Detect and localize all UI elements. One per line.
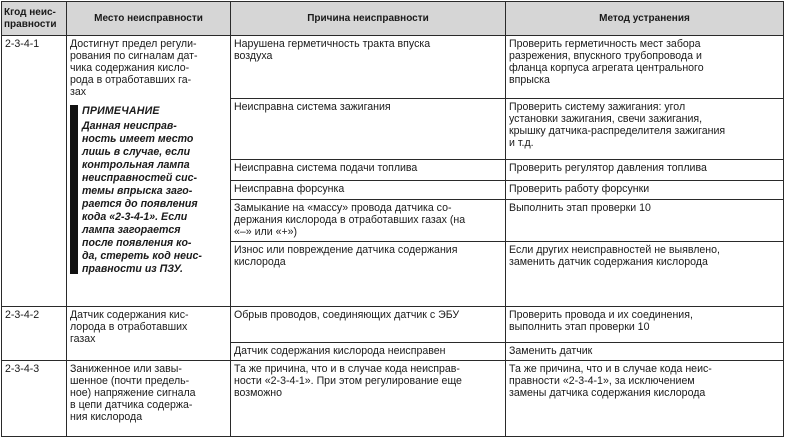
remedy-cell: Проверить систему зажигания: угол установки зажигания, свечи зажигания, крышку датчика-распределителя зажигания и т.д.	[506, 99, 784, 160]
cause-cell: Неисправна система зажигания	[231, 99, 506, 160]
cause-cell: Износ или повреждение датчика содержания кислорода	[231, 242, 506, 307]
remedy-cell: Та же причина, что и в случае кода неис- правности «2-3-4-1», за исключением замены датчика содержания кислорода	[506, 361, 784, 437]
remedy-cell: Проверить работу форсунки	[506, 181, 784, 200]
cause-cell: Неисправна система подачи топлива	[231, 160, 506, 181]
table-row	[2, 307, 784, 343]
fault-code: 2-3-4-1	[2, 36, 67, 307]
note-text: Данная неисправ- ность имеет место лишь в случае, если контрольная лампа неисправностей сис- темы впрыска заго- рается до появления кода «2-3-4-1». Если лампа загорается после появления ко- да, стереть код неис- правности из ПЗУ.	[82, 120, 202, 275]
header-place: Место неисправности	[67, 2, 231, 36]
header-code: Кгод неис- правности	[2, 2, 67, 36]
fault-code: 2-3-4-3	[2, 361, 67, 437]
remedy-cell: Проверить провода и их соединения, выполнить этап проверки 10	[506, 307, 784, 343]
remedy-cell: Выполнить этап проверки 10	[506, 200, 784, 242]
remedy-cell: Заменить датчик	[506, 343, 784, 361]
header-remedy: Метод устранения	[506, 2, 784, 36]
note-block	[70, 105, 227, 276]
fault-place: Заниженное или завы- шенное (почти предель- ное) напряжение сигнала в цепи датчика содержа- ния кислорода	[67, 361, 231, 437]
cause-cell: Обрыв проводов, соединяющих датчик с ЭБУ	[231, 307, 506, 343]
table-header-row	[2, 2, 784, 36]
remedy-cell: Проверить регулятор давления топлива	[506, 160, 784, 181]
header-cause: Причина неисправности	[231, 2, 506, 36]
cause-cell: Замыкание на «массу» провода датчика со- держания кислорода в отработавших газах (на «–» или «+»)	[231, 200, 506, 242]
fault-place: Достигнут предел регули- рования по сигналам дат- чика содержания кисло- рода в отработавших га- зах	[70, 38, 198, 98]
fault-place-cell	[67, 36, 231, 307]
cause-cell: Нарушена герметичность тракта впуска воздуха	[231, 36, 506, 99]
note-bar	[70, 105, 78, 274]
note-title: ПРИМЕЧАНИЕ	[82, 105, 160, 117]
cause-cell: Неисправна форсунка	[231, 181, 506, 200]
fault-code: 2-3-4-2	[2, 307, 67, 361]
remedy-cell: Если других неисправностей не выявлено, заменить датчик содержания кислорода	[506, 242, 784, 307]
cause-cell: Датчик содержания кислорода неисправен	[231, 343, 506, 361]
table-row	[2, 36, 784, 99]
fault-table	[1, 1, 784, 437]
fault-place: Датчик содержания кис- лорода в отработавших газах	[67, 307, 231, 361]
table-row	[2, 361, 784, 437]
remedy-cell: Проверить герметичность мест забора разрежения, впускного трубопровода и фланца корпуса агрегата центрального впрыска	[506, 36, 784, 99]
cause-cell: Та же причина, что и в случае кода неисправ- ности «2-3-4-1». При этом регулирование еще возможно	[231, 361, 506, 437]
